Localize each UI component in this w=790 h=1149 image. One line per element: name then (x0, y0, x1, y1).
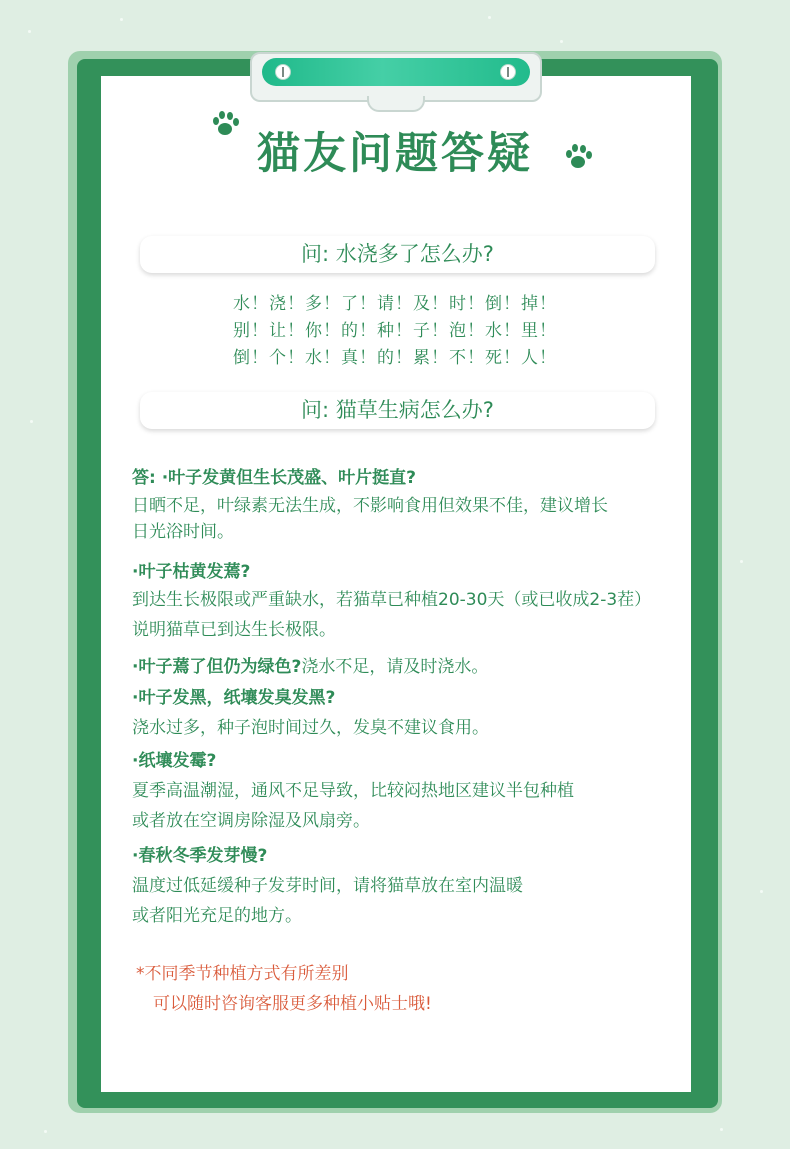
item-text: 温度过低延缓种子发芽时间，请将猫草放在室内温暖 (132, 876, 523, 896)
item-text: 或者放在空调房除湿及风扇旁。 (132, 811, 370, 831)
answer-heading (132, 466, 416, 490)
clip-rivet (500, 64, 516, 80)
item-text: 到达生长极限或严重缺水，若猫草已种植20-30天（或已收成2-3茬） (132, 590, 652, 610)
sparkle-dot (120, 18, 123, 21)
sparkle-dot (488, 16, 491, 19)
item-heading: ·叶子蔫了但仍为绿色? (132, 657, 302, 677)
season-note: *不同季节种植方式有所差别 (136, 964, 349, 984)
item-heading: ·叶子发黑，纸壤发臭发黑? (132, 688, 336, 708)
item-row (132, 655, 488, 679)
item-text: 日晒不足，叶绿素无法生成，不影响食用但效果不佳，建议增长 (132, 496, 608, 516)
paper-sheet (101, 76, 691, 1092)
support-note: 可以随时咨询客服更多种植小贴士哦! (153, 994, 432, 1014)
item-text: 夏季高温潮湿，通风不足导致，比较闷热地区建议半包种植 (132, 781, 574, 801)
sparkle-dot (720, 1128, 723, 1131)
item-text: 说明猫草已到达生长极限。 (132, 620, 336, 640)
sparkle-dot (30, 420, 33, 423)
item-heading: ·叶子枯黄发蔫? (132, 562, 251, 582)
item-text: 浇水不足，请及时浇水。 (301, 657, 489, 677)
item-text: 日光浴时间。 (132, 522, 234, 542)
question-box-disease: 问: 猫草生病怎么办? (140, 392, 655, 429)
sparkle-dot (44, 1130, 47, 1133)
item-text: 或者阳光充足的地方。 (132, 906, 302, 926)
answer-line: 水！浇！多！了！请！及！时！倒！掉！ (233, 294, 557, 314)
item-text: 浇水过多，种子泡时间过久，发臭不建议食用。 (132, 718, 489, 738)
item-heading: ·纸壤发霉? (132, 751, 217, 771)
clip-rivet (275, 64, 291, 80)
question-box-water: 问: 水浇多了怎么办? (140, 236, 655, 273)
page-title: 猫友问题答疑 (257, 129, 533, 179)
clipboard-clip-tab (367, 96, 425, 112)
clip-bar (262, 58, 530, 86)
item-heading: ·叶子发黄但生长茂盛、叶片挺直? (161, 468, 417, 488)
answer-prefix: 答: (132, 468, 162, 488)
sparkle-dot (560, 40, 563, 43)
sparkle-dot (740, 560, 743, 563)
sparkle-dot (760, 890, 763, 893)
answer-line: 倒！个！水！真！的！累！不！死！人！ (233, 348, 557, 368)
answer-line: 别！让！你！的！种！子！泡！水！里！ (233, 321, 557, 341)
sparkle-dot (28, 30, 31, 33)
item-heading: ·春秋冬季发芽慢? (132, 846, 268, 866)
